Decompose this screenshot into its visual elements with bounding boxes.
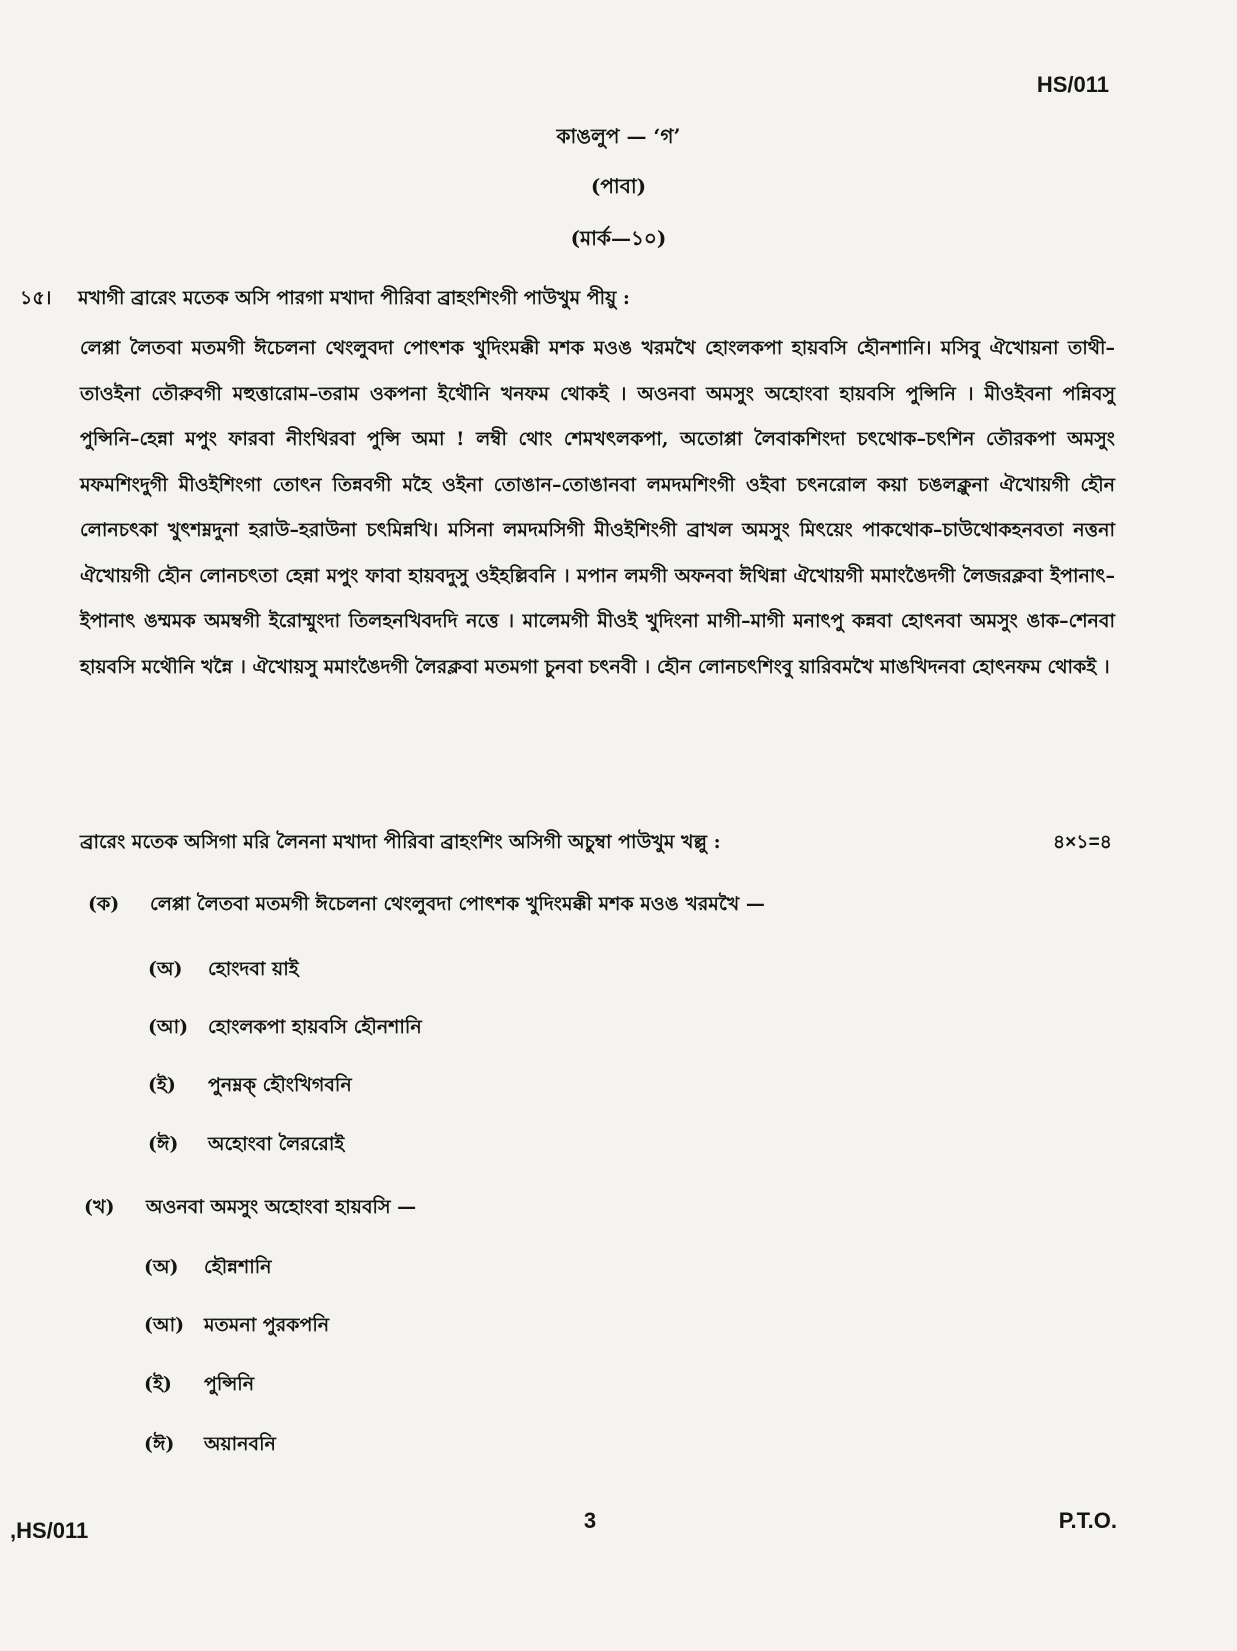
sub-question-label: (ক) <box>88 893 120 915</box>
option-kha-a <box>144 1253 272 1285</box>
question-number: ১৫। <box>20 287 52 309</box>
option-text: পুন্সিনি <box>204 1373 255 1395</box>
option-ka-aa <box>148 1013 422 1045</box>
option-ka-a <box>148 955 299 987</box>
page-number: 3 <box>583 1508 597 1533</box>
section-marks: (মার্ক—১০) <box>570 226 667 250</box>
option-text: মতমনা পুরকপনি <box>204 1314 330 1336</box>
option-kha-aa <box>144 1311 329 1343</box>
option-text: অয়ানবনি <box>204 1433 276 1455</box>
option-ka-i <box>148 1071 352 1103</box>
question-header <box>20 284 1120 316</box>
option-text: হোংলকপা হায়বসি হৌনশানি <box>208 1016 422 1038</box>
section-subtitle: (পাবা) <box>590 174 647 198</box>
option-label: (অ) <box>148 958 183 980</box>
option-kha-i <box>144 1370 254 1402</box>
option-label: (আ) <box>144 1314 185 1336</box>
sub-question-text: অওনবা অমসুং অহোংবা হায়বসি — <box>146 1196 417 1218</box>
question-prompt: মখাগী ব্রারেং মতেক অসি পারগা মখাদা পীরিবা ব্রাহংশিংগী পাউখুম পীয়ু : <box>78 287 630 309</box>
option-label: (ই) <box>148 1074 176 1096</box>
option-label: (অ) <box>144 1256 179 1278</box>
option-label: (ই) <box>144 1373 172 1395</box>
sub-question-label: (খ) <box>84 1196 115 1218</box>
question-instruction: ব্রারেং মতেক অসিগা মরি লৈননা মখাদা পীরিবা ব্রাহংশিং অসিগী অচুম্বা পাউখুম খল্লু : <box>80 831 721 853</box>
paper-code-bottom: ,HS/011 <box>10 1518 89 1543</box>
option-ka-ii <box>148 1130 344 1162</box>
sub-question-ka <box>88 890 765 922</box>
marks-allocation: ৪×১=৪ <box>1052 832 1112 853</box>
sub-question-kha <box>84 1193 416 1225</box>
option-label: (আ) <box>148 1016 189 1038</box>
option-label: (ঈ) <box>148 1133 179 1155</box>
option-kha-ii <box>144 1430 276 1462</box>
option-text: অহোংবা লৈররোই <box>208 1133 345 1155</box>
pto-note: P.T.O. <box>1058 1508 1117 1533</box>
paper-code-top: HS/011 <box>1036 72 1109 97</box>
sub-question-text: লেপ্পা লৈতবা মতমগী ঈচেলনা থেংলুবদা পোৎশক খুদিংমক্কী মশক মওঙ খরমখৈ — <box>150 893 765 915</box>
section-title: কাঙলুপ — ‘গ’ <box>556 124 681 148</box>
option-label: (ঈ) <box>144 1433 175 1455</box>
option-text: হোংদবা য়াই <box>208 958 299 980</box>
reading-passage: লেপ্পা লৈতবা মতমগী ঈচেলনা থেংলুবদা পোৎশক খুদিংমক্কী মশক মওঙ খরমখৈ হোংলকপা হায়বসি হৌনশানি। মসিবু ঐখোয়না তাথী–তাওইনা তৌরুবগী মহুত্তারোম–তরাম ওকপনা ইথৌনি খনফম থোকই । অওনবা অমসুং অহোংবা হায়বসি পুন্সিনি । মীওইবনা পন্নিবসু পুন্সিনি–হেন্না মপুং ফারবা নীংথিরবা পুন্সি অমা ! লম্বী থোং শেমখৎলকপা, অতোপ্পা লৈবাকশিংদা চৎথোক–চৎশিন তৌরকপা অমসুং মফমশিংদুগী মীওইশিংগা তোৎন তিন্নবগী মহৈ ওইনা তোঙান–তোঙানবা লমদমশিংগী ওইবা চৎনরোল কয়া চঙলক্লুনা ঐখোয়গী হৌন লোনচৎকা খুৎশম্নদুনা হরাউ–হরাউনা চৎমিন্নখি। মসিনা লমদমসিগী মীওইশিংগী ব্রাখল অমসুং মিৎয়েং পাকথোক–চাউথোকহনবতা নত্তনা ঐখোয়গী হৌন লোনচৎতা হেন্না মপুং ফাবা হায়বদুসু ওইহল্লিবনি । মপান লমগী অফনবা ঈথিন্না ঐখোয়গী মমাংঙৈদগী লৈজরক্লবা ইপানাৎ–ইপানাৎ ঙম্মমক অমম্বগী ইরোম্মুংদা তিলহনখিবদদি নত্তে । মালেমগী মীওই খুদিংনা মাগী–মাগী মনাৎপু কন্নবা হোৎনবা অমসুং ঙাক–শেনবা হায়বসি মথৌনি খন্নৈ । ঐখোয়সু মমাংঙৈদগী লৈরক্লবা মতমগা চুনবা চৎনবী । হৌন লোনচৎশিংবু য়ারিবমখৈ মাঙখিদনবা হোৎনফম থোকই । <box>80 337 1115 678</box>
option-text: পুনম্নক্ হৌংখিগবনি <box>208 1074 352 1096</box>
option-text: হৌন্নশানি <box>204 1256 272 1278</box>
